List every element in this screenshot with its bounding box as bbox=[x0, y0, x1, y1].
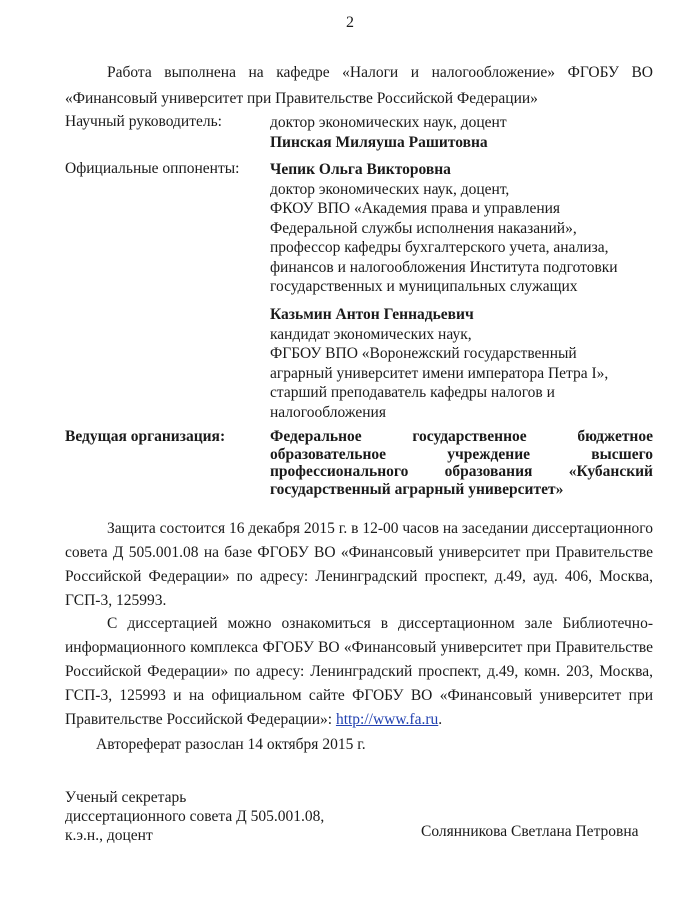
opponent-line: доктор экономических наук, доцент, bbox=[270, 180, 510, 198]
signature-block bbox=[65, 788, 324, 845]
opponent-line: ФКОУ ВПО «Академия права и управления bbox=[270, 200, 561, 217]
supervisor-label: Научный руководитель: bbox=[65, 113, 222, 130]
opponent-line: государственных и муниципальных служащих bbox=[270, 278, 578, 295]
opponent-line: финансов и налогообложения Института подготовки bbox=[270, 258, 618, 276]
signature-line: к.э.н., доцент bbox=[65, 827, 153, 844]
signature-line: диссертационного совета Д 505.001.08, bbox=[65, 808, 325, 825]
library-paragraph bbox=[65, 612, 653, 732]
supervisor-value bbox=[270, 113, 653, 152]
website-link[interactable]: http://www.fa.ru bbox=[335, 711, 439, 728]
leading-org-line: образовательное учреждение высшего bbox=[270, 445, 653, 463]
opponents-label: Официальные оппоненты: bbox=[65, 160, 240, 177]
opponent-1 bbox=[270, 160, 653, 297]
sent-date: Автореферат разослан 14 октября 2015 г. bbox=[96, 736, 366, 753]
page-number: 2 bbox=[346, 14, 354, 31]
intro-text: Работа выполнена на кафедре «Налоги и налогообложение» ФГОБУ ВО «Финансовый университет при Правительстве Российской Федерации» bbox=[65, 64, 653, 107]
leading-org-value bbox=[270, 428, 653, 498]
leading-org-line: профессионального образования «Кубанский bbox=[270, 463, 653, 480]
defense-paragraph bbox=[65, 517, 653, 613]
opponent-line: профессор кафедры бухгалтерского учета, анализа, bbox=[270, 239, 609, 256]
opponent-line: аграрный университет имени императора Петра I», bbox=[270, 364, 609, 382]
signature-line: Ученый секретарь bbox=[65, 789, 187, 806]
opponent-line: налогообложения bbox=[270, 403, 386, 421]
leading-org-label: Ведущая организация: bbox=[65, 428, 226, 445]
opponent-2 bbox=[270, 305, 653, 422]
library-after-link: . bbox=[438, 711, 443, 728]
opponent-name: Чепик Ольга Викторовна bbox=[270, 161, 451, 178]
opponent-name: Казьмин Антон Геннадьевич bbox=[270, 306, 474, 323]
supervisor-name: Пинская Миляуша Рашитовна bbox=[270, 133, 488, 151]
leading-org-line: Федеральное государственное бюджетное bbox=[270, 428, 653, 445]
supervisor-degree: доктор экономических наук, доцент bbox=[270, 114, 507, 131]
opponent-line: кандидат экономических наук, bbox=[270, 325, 472, 343]
intro-paragraph bbox=[65, 60, 653, 112]
signature-name: Солянникова Светлана Петровна bbox=[421, 823, 639, 840]
opponent-line: Федеральной службы исполнения наказаний», bbox=[270, 219, 577, 237]
leading-org-line: государственный аграрный университет» bbox=[270, 480, 564, 498]
library-text: С диссертацией можно ознакомиться в диссертационном зале Библиотечно-информационного комплекса ФГОБУ ВО «Финансовый университет при Правительстве Российской Федерации» по адресу: Ленинградский проспект, д.49, комн. 203, Москва, ГСП-3, 125993 и на официальном сайте ФГОБУ ВО «Финансовый университет при Правительстве Российской Федерации»: bbox=[65, 615, 653, 728]
opponent-line: ФГБОУ ВПО «Воронежский государственный bbox=[270, 345, 577, 362]
defense-text: Защита состоится 16 декабря 2015 г. в 12-00 часов на заседании диссертационного совета Д 505.001.08 на базе ФГОБУ ВО «Финансовый университет при Правительстве Российской Федерации» по адресу: Ленинградский проспект, д.49, ауд. 406, Москва, ГСП-3, 125993. bbox=[65, 520, 653, 609]
opponent-line: старший преподаватель кафедры налогов и bbox=[270, 384, 555, 401]
